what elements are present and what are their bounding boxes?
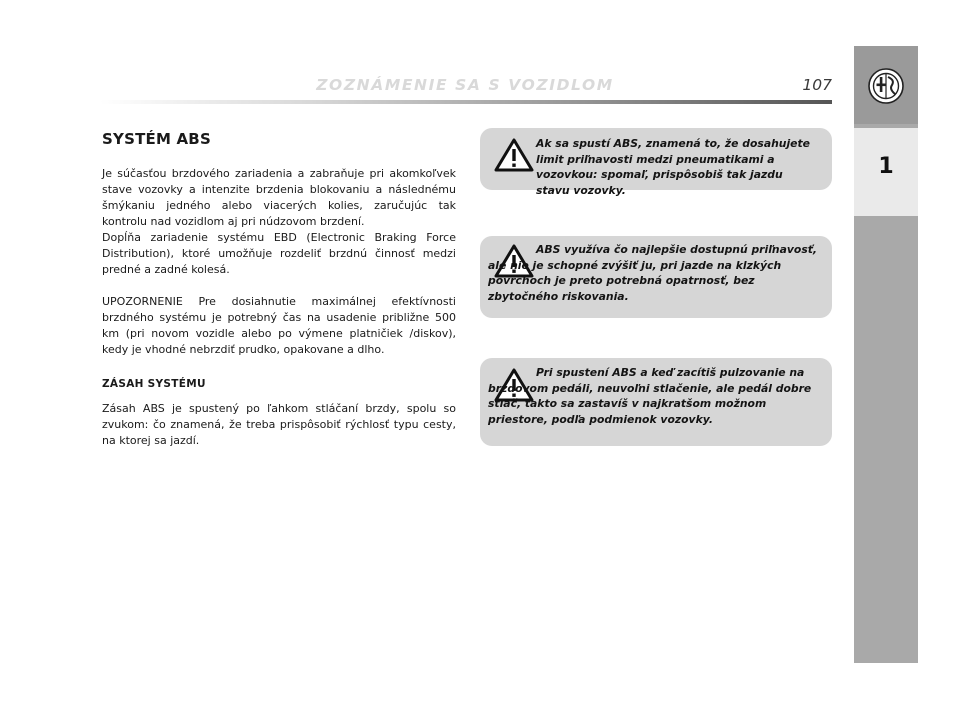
warning-text-2 bbox=[488, 242, 818, 304]
warning-text-1: Ak sa spustí ABS, znamená to, že dosahujete limit priľnavosti medzi pneumatikami a vozovkou: spomaľ, prispôsobiš tak jazdu stavu vozovky. bbox=[536, 137, 810, 197]
warning-box-3 bbox=[480, 358, 832, 446]
chapter-sidebar bbox=[854, 46, 918, 663]
warning-text-3-body: Pri spustení ABS a keď zacítiš pulzovanie na brzdovom pedáli, neuvoľni stlačenie, ale pedál dobre stlač, takto sa zastavíš v najkratšom možnom priestore, podľa podmienok vozovky. bbox=[488, 366, 812, 426]
warning-text-2-body: ABS využíva čo najlepšie dostupnú priľnavosť, ale nie je schopné zvýšiť ju, pri jazde na klzkých povrchoch je preto potrebná opatrnosť, bez zbytočného riskovania. bbox=[488, 243, 818, 303]
page-number: 107 bbox=[802, 76, 832, 94]
section-title: SYSTÉM ABS bbox=[102, 130, 211, 148]
header-title: ZOZNÁMENIE SA S VOZIDLOM bbox=[316, 76, 614, 94]
alfa-romeo-logo-icon bbox=[868, 68, 904, 104]
warning-box-1 bbox=[480, 128, 832, 197]
paragraph-intervention: Zásah ABS je spustený po ľahkom stláčaní brzdy, spolu so zvukom: čo znamená, že treba prispôsobiť rýchlosť typu cesty, na ktorej sa jazdí. bbox=[102, 402, 456, 447]
subsection-title: ZÁSAH SYSTÉMU bbox=[102, 378, 206, 390]
warning-box-2 bbox=[480, 236, 832, 318]
paragraph-notice: UPOZORNENIE Pre dosiahnutie maximálnej efektívnosti brzdného systému je potrebný čas na usadenie približne 500 km (pri novom vozidle alebo po výmene platničiek /diskov), kedy je vhodné nebrzdiť prudko, opakovane a dlho. bbox=[102, 295, 456, 356]
chapter-tab[interactable] bbox=[854, 128, 918, 216]
header-rule bbox=[100, 100, 832, 104]
warning-text-3 bbox=[488, 365, 818, 427]
left-column bbox=[102, 130, 456, 449]
logo-tab bbox=[854, 46, 918, 124]
paragraph-intro: Je súčasťou brzdového zariadenia a zabraňuje pri akomkoľvek stave vozovky a intenzite brzdenia blokovaniu a následnému šmýkaniu jedného alebo viacerých kolies, zaručujúc tak kontrolu nad vozidlom aj pri núdzovom brzdení. bbox=[102, 167, 456, 228]
paragraph-ebd: Dopĺňa zariadenie systému EBD (Electronic Braking Force Distribution), ktoré umožňuje rozdeliť brzdnú činnosť medzi predné a zadné kolesá. bbox=[102, 231, 456, 276]
chapter-number: 1 bbox=[878, 154, 894, 179]
